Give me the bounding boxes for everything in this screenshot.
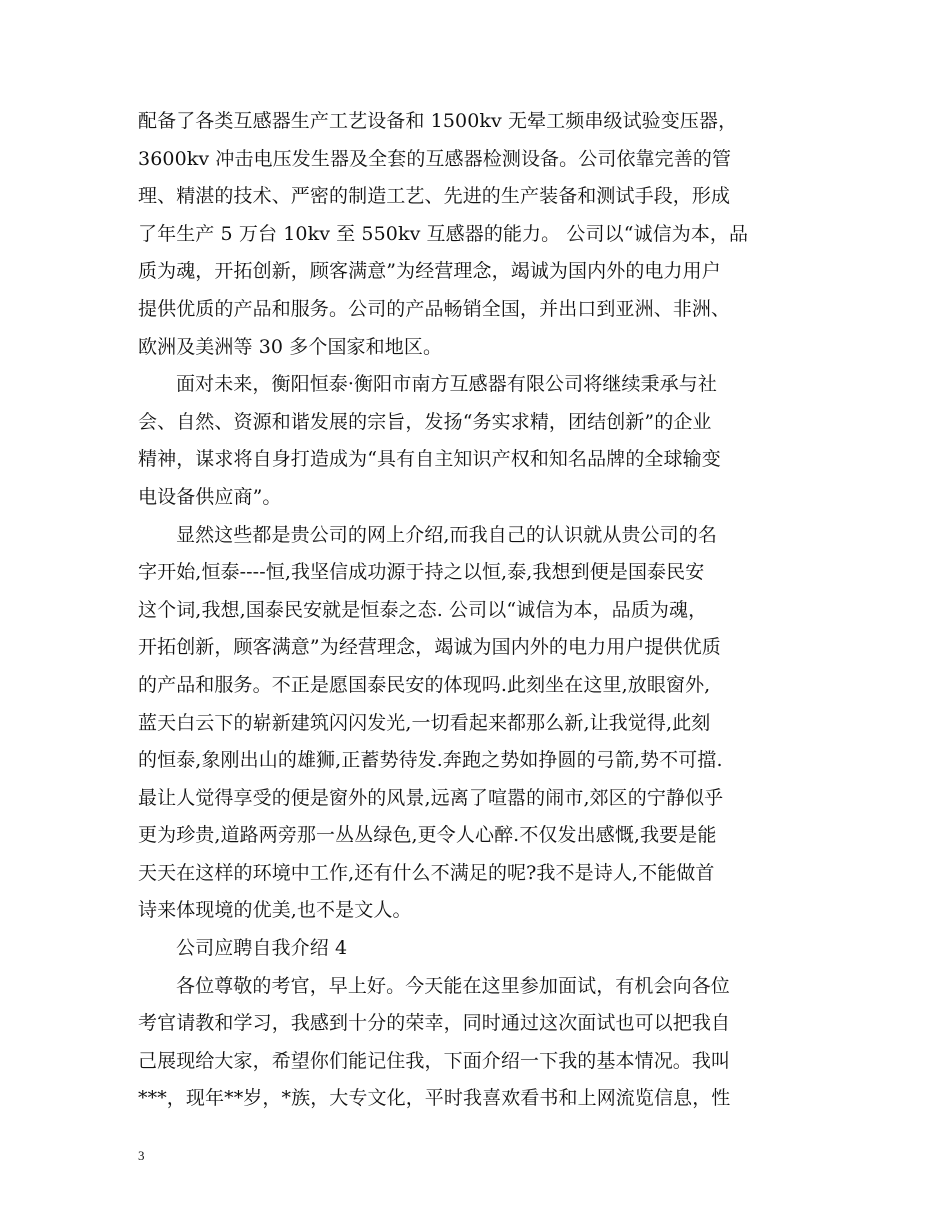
text-line: 考官请教和学习，我感到十分的荣幸，同时通过这次面试也可以把我自 — [138, 1012, 731, 1035]
text-line: 欧洲及美洲等 30 多个国家和地区。 — [138, 335, 443, 358]
text-line: 的恒泰,象刚出山的雄狮,正蓄势待发.奔跑之势如挣圆的弓箭,势不可擋. — [138, 749, 723, 772]
text-line: 精神，谋求将自身打造成为“具有自主知识产权和知名品牌的全球输变 — [138, 448, 721, 471]
text-line: 质为魂，开拓创新，顾客满意”为经营理念，竭诚为国内外的电力用户 — [138, 260, 721, 283]
text-line: 各位尊敬的考官，早上好。今天能在这里参加面试，有机会向各位 — [176, 974, 730, 997]
text-line: 了年生产 5 万台 10kv 至 550kv 互感器的能力。 公司以“诚信为本，品 — [138, 222, 749, 245]
text-line: ***，现年**岁，*族，大专文化，平时我喜欢看书和上网流览信息，性 — [138, 1087, 731, 1110]
text-line: 最让人觉得享受的便是窗外的风景,远离了喧嚣的闹市,郊区的宁静似乎 — [138, 786, 724, 809]
text-line: 诗来体现境的优美,也不是文人。 — [138, 899, 412, 922]
page-number: 3 — [138, 1148, 145, 1163]
text-line: 3600kv 冲击电压发生器及全套的互感器检测设备。公司依靠完善的管 — [138, 147, 732, 170]
text-line: 提供优质的产品和服务。公司的产品畅销全国，并出口到亚洲、非洲、 — [138, 297, 731, 320]
text-line: 的产品和服务。不正是愿国泰民安的体现吗.此刻坐在这里,放眼窗外, — [138, 673, 711, 696]
text-line: 理、精湛的技术、严密的制造工艺、先进的生产装备和测试手段，形成 — [138, 185, 731, 208]
text-line: 开拓创新，顾客满意”为经营理念，竭诚为国内外的电力用户提供优质 — [138, 636, 721, 659]
text-line: 电设备供应商”。 — [138, 485, 282, 508]
paragraph — [138, 366, 814, 516]
section-heading — [138, 930, 814, 968]
text-line: 更为珍贵,道路两旁那一丛丛绿色,更令人心醉.不仅发出感慨,我要是能 — [138, 824, 717, 847]
paragraph — [138, 103, 814, 366]
text-line: 公司应聘自我介绍 4 — [176, 937, 348, 960]
paragraph — [138, 517, 814, 931]
paragraph — [138, 968, 814, 1118]
text-line: 面对未来，衡阳恒泰·衡阳市南方互感器有限公司将继续秉承与社 — [176, 373, 717, 396]
text-line: 己展现给大家，希望你们能记住我，下面介绍一下我的基本情况。我叫 — [138, 1049, 731, 1072]
text-line: 会、自然、资源和谐发展的宗旨，发扬“务实求精，团结创新”的企业 — [138, 410, 712, 433]
document-body — [138, 103, 814, 1118]
text-line: 这个词,我想,国泰民安就是恒泰之态. 公司以“诚信为本，品质为魂， — [138, 598, 708, 621]
text-line: 天天在这样的环境中工作,还有什么不满足的呢?我不是诗人,不能做首 — [138, 861, 715, 884]
text-line: 配备了各类互感器生产工艺设备和 1500kv 无晕工频串级试验变压器， — [138, 110, 738, 132]
text-line: 字开始,恒泰----恒,我坚信成功源于持之以恒,泰,我想到便是国泰民安 — [138, 561, 705, 584]
text-line: 蓝天白云下的崭新建筑闪闪发光,一切看起来都那么新,让我觉得,此刻 — [138, 711, 711, 734]
text-line: 显然这些都是贵公司的网上介绍,而我自己的认识就从贵公司的名 — [176, 523, 717, 546]
